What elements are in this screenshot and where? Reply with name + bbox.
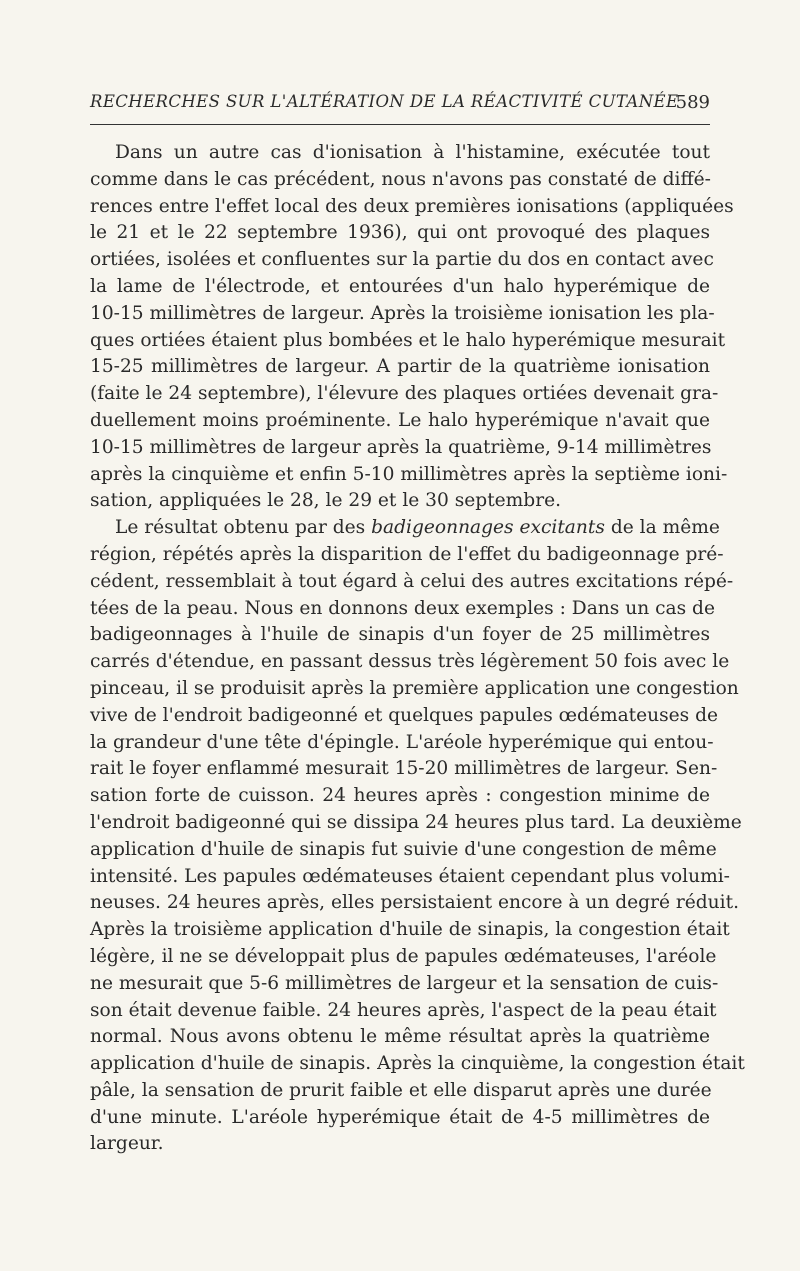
text-line-mixed — [90, 515, 720, 542]
text-line: application d'huile de sinapis fut suivie d'une congestion de même — [90, 838, 717, 860]
text-line: pâle, la sensation de prurit faible et elle disparut après une durée — [90, 1079, 712, 1101]
text-line: après la cinquième et enfin 5-10 millimètres après la septième ioni- — [90, 463, 728, 485]
text-line: l'endroit badigeonné qui se dissipa 24 heures plus tard. La deuxième — [90, 811, 742, 833]
text-line: ques ortiées étaient plus bombées et le halo hyperémique mesurait — [90, 329, 726, 351]
emphasis-text: badigeonnages excitants — [371, 517, 605, 539]
text-line: carrés d'étendue, en passant dessus très légèrement 50 fois avec le — [90, 651, 730, 673]
text-line: pinceau, il se produisit après la première application une congestion — [90, 677, 739, 699]
text-line: 10-15 millimètres de largeur. Après la troisième ionisation les pla- — [90, 302, 715, 324]
running-header — [90, 92, 710, 118]
text-line: Après la troisième application d'huile de sinapis, la congestion était — [90, 919, 730, 941]
text-line: région, répétés après la disparition de l'effet du badigeonnage pré- — [90, 543, 724, 565]
text-line: ne mesurait que 5-6 millimètres de largeur et la sensation de cuis- — [90, 972, 719, 994]
text-line: tées de la peau. Nous en donnons deux exemples : Dans un cas de — [90, 597, 715, 619]
text-line: le 21 et le 22 septembre 1936), qui ont provoqué des plaques — [90, 222, 710, 244]
text-line: Dans un autre cas d'ionisation à l'histamine, exécutée tout — [115, 142, 710, 163]
text-segment: Le résultat obtenu par des — [115, 517, 366, 539]
text-line: d'une minute. L'aréole hyperémique était de 4-5 millimètres de — [90, 1106, 710, 1128]
text-line: la lame de l'électrode, et entourées d'un halo hyperémique de — [90, 275, 710, 297]
page-number: 589 — [675, 92, 710, 113]
text-line: 15-25 millimètres de largeur. A partir de la quatrième ionisation — [90, 356, 710, 378]
header-rule — [90, 124, 710, 125]
text-line: son était devenue faible. 24 heures après, l'aspect de la peau était — [90, 999, 717, 1021]
text-line: sation forte de cuisson. 24 heures après : congestion minime de — [90, 785, 710, 807]
text-segment: de la même — [610, 517, 720, 539]
text-line: cédent, ressemblait à tout égard à celui des autres excitations répé- — [90, 570, 734, 592]
running-title: RECHERCHES SUR L'ALTÉRATION DE LA RÉACTIVITÉ CUTANÉE — [90, 92, 679, 111]
text-line: normal. Nous avons obtenu le même résultat après la quatrième — [90, 1026, 710, 1048]
text-line: badigeonnages à l'huile de sinapis d'un foyer de 25 millimètres — [90, 624, 710, 646]
text-line: neuses. 24 heures après, elles persistaient encore à un degré réduit. — [90, 892, 739, 914]
text-line: sation, appliquées le 28, le 29 et le 30 septembre. — [90, 490, 562, 512]
text-line: duellement moins proéminente. Le halo hyperémique n'avait que — [90, 409, 710, 431]
text-line: vive de l'endroit badigeonné et quelques papules œdémateuses de — [90, 704, 719, 726]
text-line: ortiées, isolées et confluentes sur la partie du dos en contact avec — [90, 249, 714, 271]
text-line: légère, il ne se développait plus de papules œdémateuses, l'aréole — [90, 945, 717, 967]
text-line: largeur. — [90, 1133, 164, 1155]
body-text — [90, 140, 745, 1158]
text-line: 10-15 millimètres de largeur après la quatrième, 9-14 millimètres — [90, 436, 712, 458]
text-line: intensité. Les papules œdémateuses étaient cependant plus volumi- — [90, 865, 730, 887]
text-line: la grandeur d'une tête d'épingle. L'aréole hyperémique qui entou- — [90, 731, 714, 753]
text-line: (faite le 24 septembre), l'élevure des plaques ortiées devenait gra- — [90, 383, 719, 405]
text-line: comme dans le cas précédent, nous n'avons pas constaté de diffé- — [90, 168, 711, 190]
text-line: application d'huile de sinapis. Après la cinquième, la congestion était — [90, 1053, 745, 1075]
text-line: rences entre l'effet local des deux premières ionisations (appliquées — [90, 195, 734, 217]
text-line: rait le foyer enflammé mesurait 15-20 millimètres de largeur. Sen- — [90, 758, 718, 780]
